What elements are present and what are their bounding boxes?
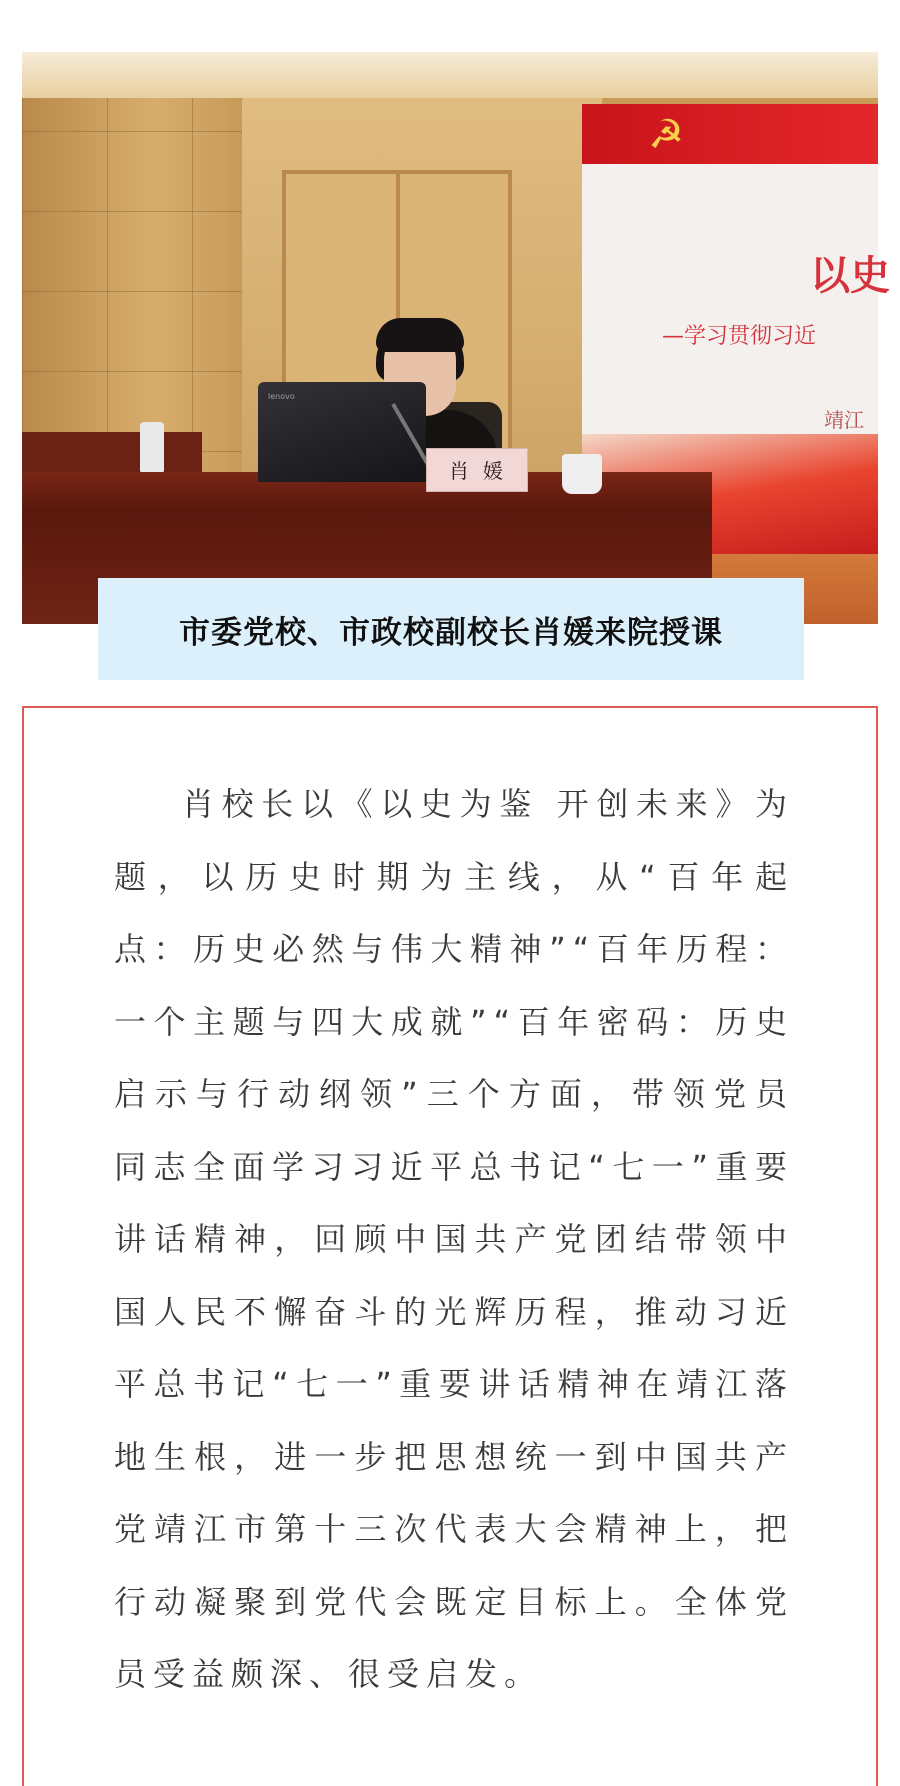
photo-caption: 市委党校、市政校副校长肖媛来院授课 bbox=[98, 578, 804, 680]
screen-subtitle: —学习贯彻习近 bbox=[662, 324, 817, 349]
lecture-photo bbox=[22, 52, 890, 624]
speaker-hair-fringe bbox=[376, 318, 464, 352]
article-paragraph: 肖校长以《以史为鉴 开创未来》为题，以历史时期为主线，从“百年起点：历史必然与伟大精神”“百年历程：一个主题与四大成就”“百年密码：历史启示与行动纲领”三个方面，带领党员同志全面学习习近平总书记“七一”重要讲话精神，回顾中国共产党团结带领中国人民不懈奋斗的光辉历程，推动习近平总书记“七一”重要讲话精神在靖江落地生根，进一步把思想统一到中国共产党靖江市第十三次代表大会精神上，把行动凝聚到党代会既定目标上。全体党员受益颇深、很受启发。 bbox=[114, 785, 794, 1693]
article-frame bbox=[22, 706, 878, 1786]
party-emblem-icon: ☭ bbox=[648, 112, 684, 158]
laptop bbox=[258, 382, 426, 482]
screen-red-banner bbox=[582, 104, 878, 164]
water-bottle bbox=[140, 422, 164, 474]
ceiling bbox=[22, 52, 878, 98]
tea-cup bbox=[562, 454, 602, 494]
nameplate: 肖媛 bbox=[426, 448, 528, 492]
screen-title: 以史 bbox=[810, 252, 890, 299]
laptop-brand: lenovo bbox=[268, 392, 295, 401]
screen-organization: 靖江 bbox=[824, 408, 864, 432]
